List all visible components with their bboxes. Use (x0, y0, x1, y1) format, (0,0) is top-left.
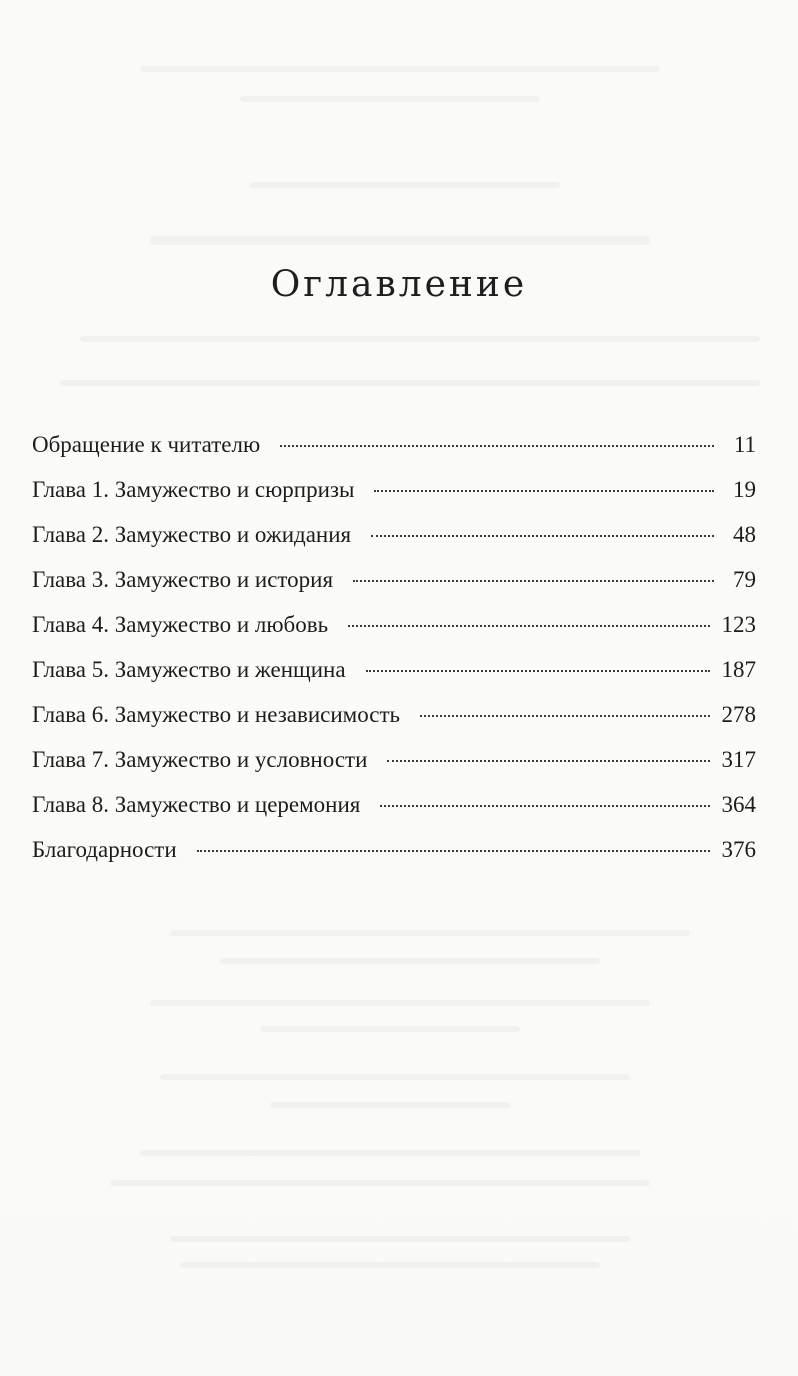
toc-entry-page-number: 123 (721, 612, 756, 637)
dot-leader (420, 715, 709, 717)
page-title: Оглавление (270, 264, 528, 305)
toc-entry-page-number: 278 (721, 702, 756, 727)
show-through-decoration (270, 1102, 510, 1108)
dot-leader (280, 445, 714, 447)
show-through-decoration (60, 380, 760, 386)
show-through-decoration (180, 1262, 600, 1268)
show-through-decoration (220, 958, 600, 964)
toc-entry (32, 737, 756, 782)
show-through-decoration (80, 336, 760, 342)
toc-entry-title: Глава 3. Замужество и история (32, 567, 334, 592)
toc-entry-title: Глава 4. Замужество и любовь (32, 612, 329, 637)
dot-leader (348, 625, 709, 627)
toc-entry-title: Глава 6. Замужество и независимость (32, 702, 401, 727)
toc-entry-title: Благодарности (32, 837, 177, 862)
show-through-decoration (170, 930, 690, 936)
show-through-decoration (150, 236, 650, 245)
show-through-decoration (250, 182, 560, 188)
toc-entry-page-number: 11 (733, 432, 756, 457)
toc-entry-page-number: 376 (721, 837, 756, 862)
dot-leader (374, 490, 714, 492)
toc-entry (32, 692, 756, 737)
dot-leader (371, 535, 714, 537)
show-through-decoration (240, 96, 540, 102)
toc-entry-title: Глава 2. Замужество и ожидания (32, 522, 352, 547)
dot-leader (380, 805, 709, 807)
toc-entry-page-number: 187 (721, 657, 756, 682)
toc-entry-title: Глава 1. Замужество и сюрпризы (32, 477, 355, 502)
toc-entry-page-number: 48 (733, 522, 756, 547)
show-through-decoration (110, 1180, 650, 1186)
table-of-contents (32, 422, 756, 872)
toc-entry (32, 602, 756, 647)
toc-entry-title: Обращение к читателю (32, 432, 261, 457)
toc-entry-page-number: 19 (733, 477, 756, 502)
dot-leader (387, 760, 709, 762)
toc-entry-page-number: 79 (733, 567, 756, 592)
toc-entry (32, 422, 756, 467)
show-through-decoration (150, 1000, 650, 1006)
toc-entry (32, 782, 756, 827)
show-through-decoration (170, 1236, 630, 1242)
toc-entry (32, 557, 756, 602)
toc-entry (32, 512, 756, 557)
toc-entry (32, 467, 756, 512)
dot-leader (366, 670, 710, 672)
toc-entry-page-number: 364 (721, 792, 756, 817)
toc-entry-title: Глава 5. Замужество и женщина (32, 657, 346, 682)
dot-leader (353, 580, 714, 582)
dot-leader (197, 850, 710, 852)
toc-entry-page-number: 317 (721, 747, 756, 772)
toc-entry (32, 647, 756, 692)
show-through-decoration (140, 1150, 640, 1156)
toc-entry (32, 827, 756, 872)
toc-entry-title: Глава 8. Замужество и церемония (32, 792, 361, 817)
toc-entry-title: Глава 7. Замужество и условности (32, 747, 368, 772)
show-through-decoration (260, 1026, 520, 1032)
show-through-decoration (140, 66, 660, 72)
show-through-decoration (160, 1074, 630, 1080)
